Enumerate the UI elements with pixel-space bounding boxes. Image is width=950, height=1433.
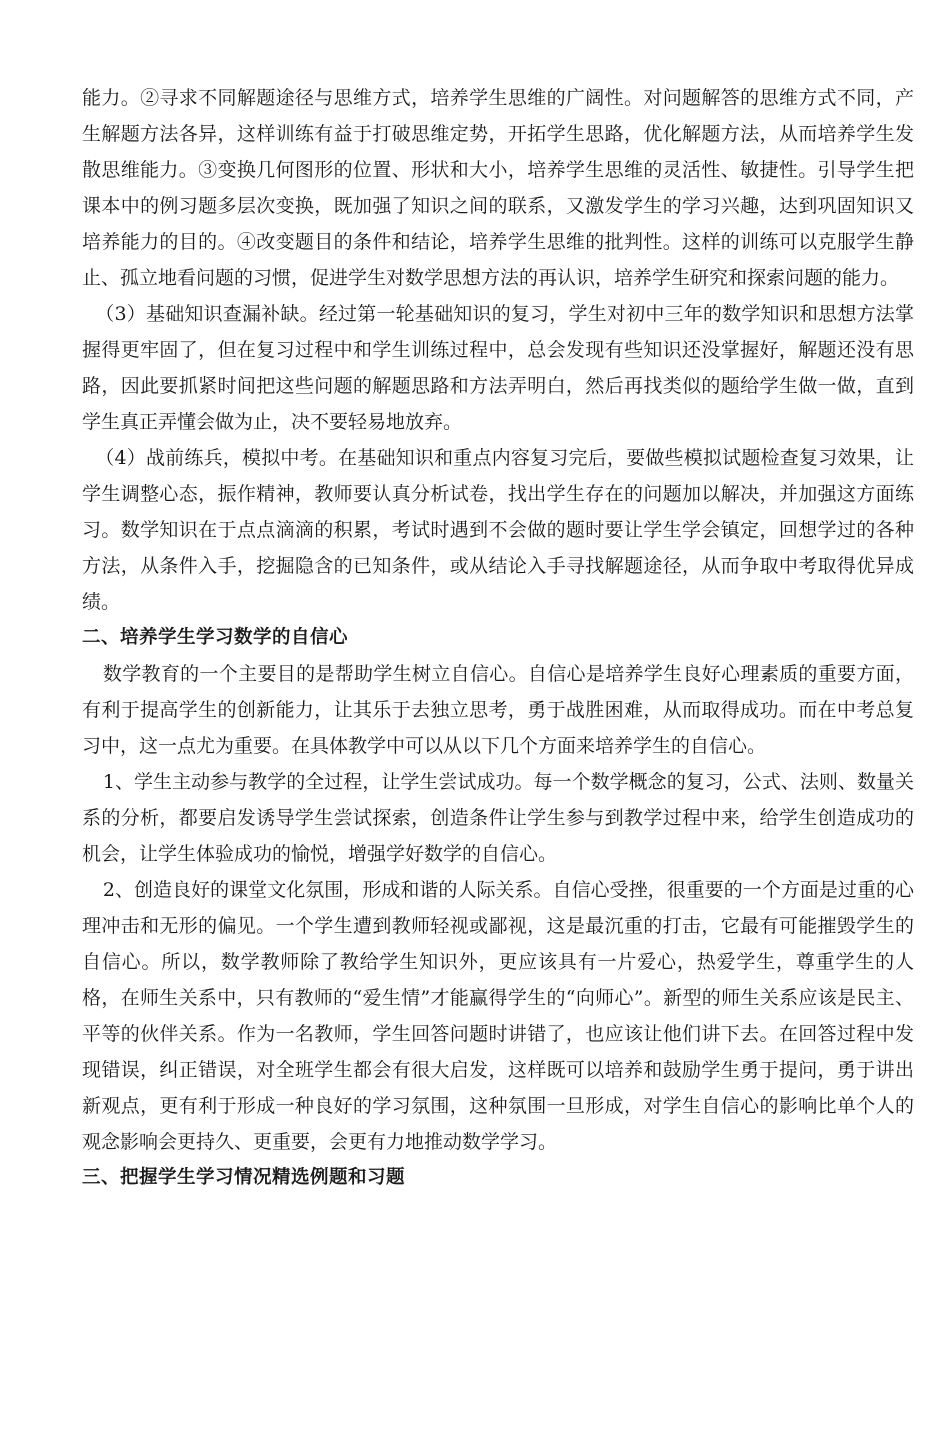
paragraph-review-gaps: （3）基础知识查漏补缺。经过第一轮基础知识的复习，学生对初中三年的数学知识和思想方法掌握得更牢固了，但在复习过程中和学生训练过程中，总会发现有些知识还没掌握好，解题还没有思路，因此要抓紧时间把这些问题的解题思路和方法弄明白，然后再找类似的题给学生做一做，直到学生真正弄懂会做为止，决不要轻易地放弃。	[82, 303, 914, 433]
paragraph-thinking-training: 能力。②寻求不同解题途径与思维方式，培养学生思维的广阔性。对问题解答的思维方式不同，产生解题方法各异，这样训练有益于打破思维定势，开拓学生思路，优化解题方法，从而培养学生发散思维能力。③变换几何图形的位置、形状和大小，培养学生思维的灵活性、敏捷性。引导学生把课本中的例习题多层次变换，既加强了知识之间的联系，又激发学生的学习兴趣，达到巩固知识又培养能力的目的。④改变题目的条件和结论，培养学生思维的批判性。这样的训练可以克服学生静止、孤立地看问题的习惯，促进学生对数学思想方法的再认识，培养学生研究和探索问题的能力。	[82, 87, 914, 289]
section-heading-confidence: 二、培养学生学习数学的自信心	[82, 627, 349, 648]
paragraph-active-participation: 1、学生主动参与教学的全过程，让学生尝试成功。每一个数学概念的复习，公式、法则、数量关系的分析，都要启发诱导学生尝试探索，创造条件让学生参与到教学过程中来，给学生创造成功的机会，让学生体验成功的愉悦，增强学好数学的自信心。	[82, 771, 914, 865]
section-heading-examples: 三、把握学生学习情况精选例题和习题	[82, 1167, 406, 1188]
document-body	[82, 80, 914, 1196]
paragraph-confidence-intro: 数学教育的一个主要目的是帮助学生树立自信心。自信心是培养学生良好心理素质的重要方面，有利于提高学生的创新能力，让其乐于去独立思考，勇于战胜困难，从而取得成功。而在中考总复习中，这一点尤为重要。在具体教学中可以从以下几个方面来培养学生的自信心。	[82, 663, 914, 757]
paragraph-classroom-atmosphere: 2、创造良好的课堂文化氛围，形成和谐的人际关系。自信心受挫，很重要的一个方面是过重的心理冲击和无形的偏见。一个学生遭到教师轻视或鄙视，这是最沉重的打击，它最有可能摧毁学生的自信心。所以，数学教师除了教给学生知识外，更应该具有一片爱心，热爱学生，尊重学生的人格，在师生关系中，只有教师的“爱生情”才能赢得学生的“向师心”。新型的师生关系应该是民主、平等的伙伴关系。作为一名教师，学生回答问题时讲错了，也应该让他们讲下去。在回答过程中发现错误，纠正错误，对全班学生都会有很大启发，这样既可以培养和鼓励学生勇于提问，勇于讲出新观点，更有利于形成一种良好的学习氛围，这种氛围一旦形成，对学生自信心的影响比单个人的观念影响会更持久、更重要，会更有力地推动数学学习。	[82, 879, 914, 1153]
paragraph-mock-exam: （4）战前练兵，模拟中考。在基础知识和重点内容复习完后，要做些模拟试题检查复习效果，让学生调整心态，振作精神，教师要认真分析试卷，找出学生存在的问题加以解决，并加强这方面练习。数学知识在于点点滴滴的积累，考试时遇到不会做的题时要让学生学会镇定，回想学过的各种方法，从条件入手，挖掘隐含的已知条件，或从结论入手寻找解题途径，从而争取中考取得优异成绩。	[82, 447, 914, 613]
